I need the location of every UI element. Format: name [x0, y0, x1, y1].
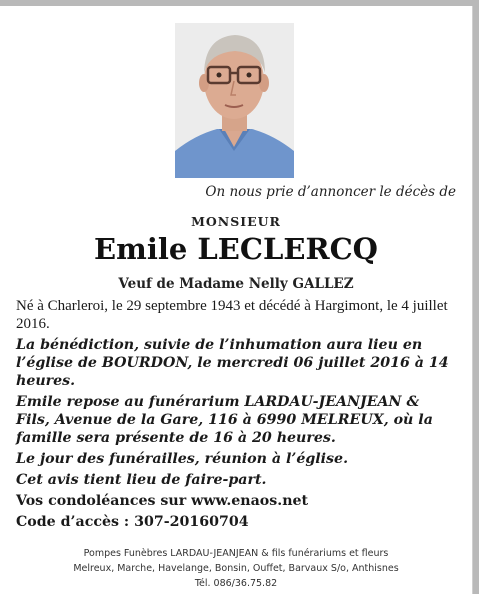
reunion-text: Le jour des funérailles, réunion à l’église. — [16, 451, 349, 467]
notice-body — [16, 297, 454, 534]
faire-part-text: Cet avis tient lieu de faire-part. — [16, 472, 267, 488]
footer-line-1: Pompes Funèbres LARDAU-JEANJEAN & fils funérariums et fleurs — [83, 548, 389, 559]
funerarium-text: Emile repose au funérarium LARDAU-JEANJEAN & Fils, Avenue de la Gare, 116 à 6990 MELREUX, où la famille sera présente de 16 à 20 heures. — [16, 394, 433, 446]
announcement-line: On nous prie d’annoncer le décès de — [205, 184, 456, 200]
widow-line: Veuf de Madame Nelly GALLEZ — [118, 276, 354, 292]
obituary-card — [0, 6, 473, 594]
honorific-title: MONSIEUR — [191, 214, 281, 229]
benediction-text: La bénédiction, suivie de l’inhumation aura lieu en l’église de BOURDON, le mercredi 06 juillet 2016 à 14 heures. — [16, 337, 449, 389]
access-code-text: Code d’accès : 307-20160704 — [16, 514, 249, 530]
portrait-photo — [175, 23, 294, 178]
birth-death-text: Né à Charleroi, le 29 septembre 1943 et décédé à Hargimont, le 4 juillet 2016. — [16, 298, 448, 332]
footer-line-2: Melreux, Marche, Havelange, Bonsin, Ouffet, Barvaux S/o, Anthisnes — [73, 563, 399, 574]
deceased-name: Emile LECLERCQ — [94, 232, 378, 266]
footer-line-3: Tél. 086/36.75.82 — [194, 578, 278, 589]
funeral-home-footer — [0, 546, 472, 591]
portrait-image — [175, 23, 294, 178]
condolences-text: Vos condoléances sur www.enaos.net — [16, 493, 309, 509]
